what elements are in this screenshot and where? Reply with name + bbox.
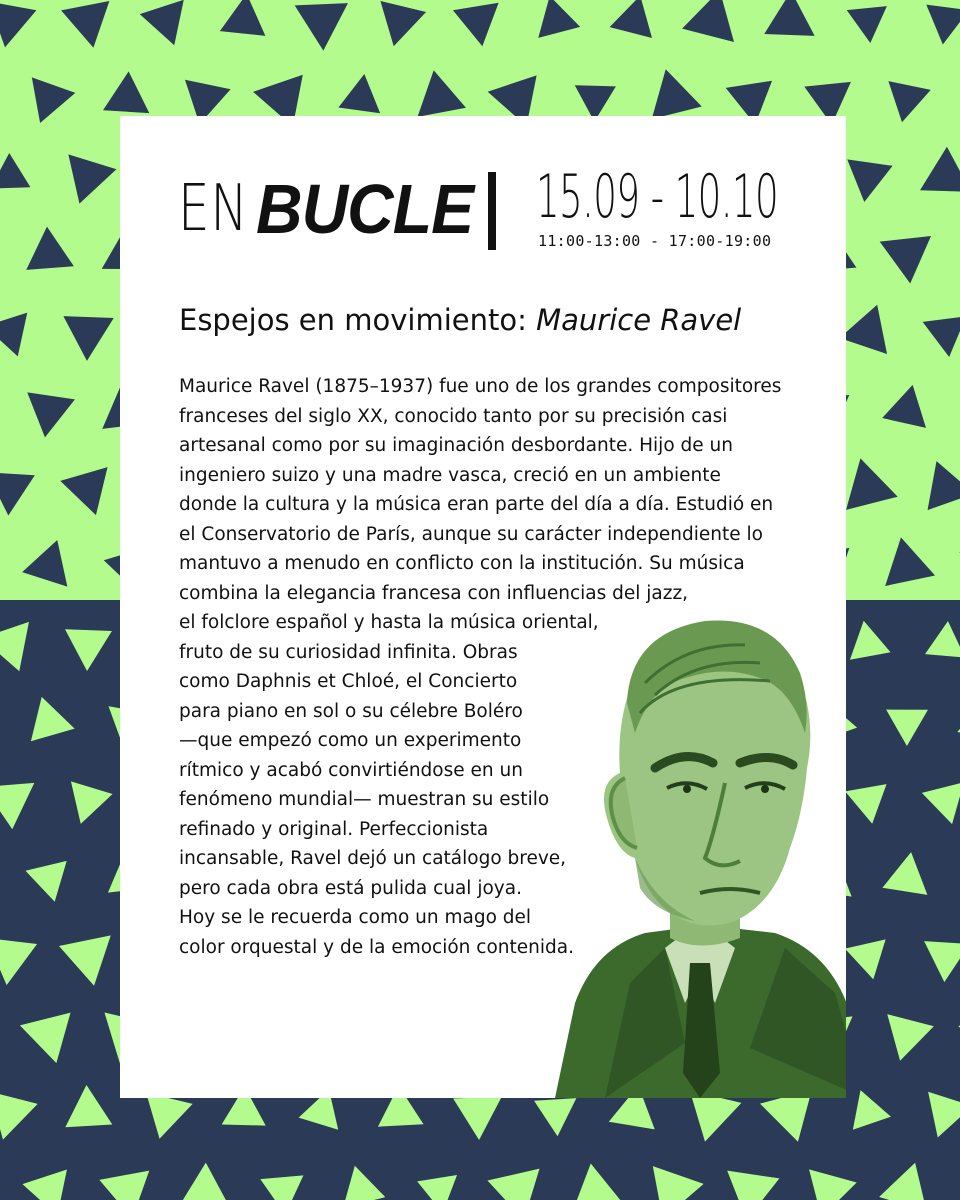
header-divider: [488, 172, 496, 250]
body-line: franceses del siglo XX, conocido tanto por su precisión casi: [179, 405, 728, 427]
body-line: mantuvo a menudo en conflicto con la institución. Su música: [179, 553, 745, 574]
body-line: Maurice Ravel (1875–1937) fue uno de los grandes compositores: [179, 376, 782, 397]
body-line: color orquestal y de la emoción contenida.: [179, 936, 574, 958]
ravel-portrait-illustration: [535, 603, 846, 1098]
body-line: artesanal como por su imaginación desbordante. Hijo de un: [179, 435, 733, 456]
body-line: fenómeno mundial— muestran su estilo: [179, 789, 550, 810]
body-line: el folclore español y hasta la música oriental,: [179, 612, 599, 633]
event-dates: 15.09 - 10.10: [536, 162, 779, 232]
brand-bucle: BUCLE: [256, 170, 474, 248]
body-line: incansable, Ravel dejó un catálogo breve,: [179, 848, 567, 869]
body-line: como Daphnis et Chloé, el Concierto: [179, 671, 518, 692]
title-plain: Espejos en movimiento:: [179, 303, 527, 337]
body-line: —que empezó como un experimento: [179, 730, 522, 751]
body-line: combina la elegancia francesa con influencias del jazz,: [179, 582, 689, 604]
body-line: rítmico y acabó convirtiéndose en un: [179, 759, 523, 781]
brand-en: EN: [178, 172, 249, 246]
body-line: para piano en sol o su célebre Boléro: [179, 700, 523, 722]
page-title: [179, 302, 819, 338]
body-line: ingeniero suizo y una madre vasca, creció en un ambiente: [179, 464, 721, 486]
body-line: refinado y original. Perfeccionista: [179, 818, 489, 840]
body-line: pero cada obra está pulida cual joya.: [179, 877, 522, 899]
content-card: [120, 116, 846, 1098]
body-line: donde la cultura y la música eran parte del día a día. Estudió en: [179, 494, 774, 515]
event-header: [178, 162, 788, 260]
title-italic: Maurice Ravel: [536, 303, 742, 337]
event-hours: 11:00-13:00 - 17:00-19:00: [538, 232, 772, 250]
body-line: el Conservatorio de París, aunque su carácter independiente lo: [179, 523, 763, 545]
body-line: fruto de su curiosidad infinita. Obras: [179, 641, 518, 663]
body-line: Hoy se le recuerda como un mago del: [179, 907, 532, 928]
